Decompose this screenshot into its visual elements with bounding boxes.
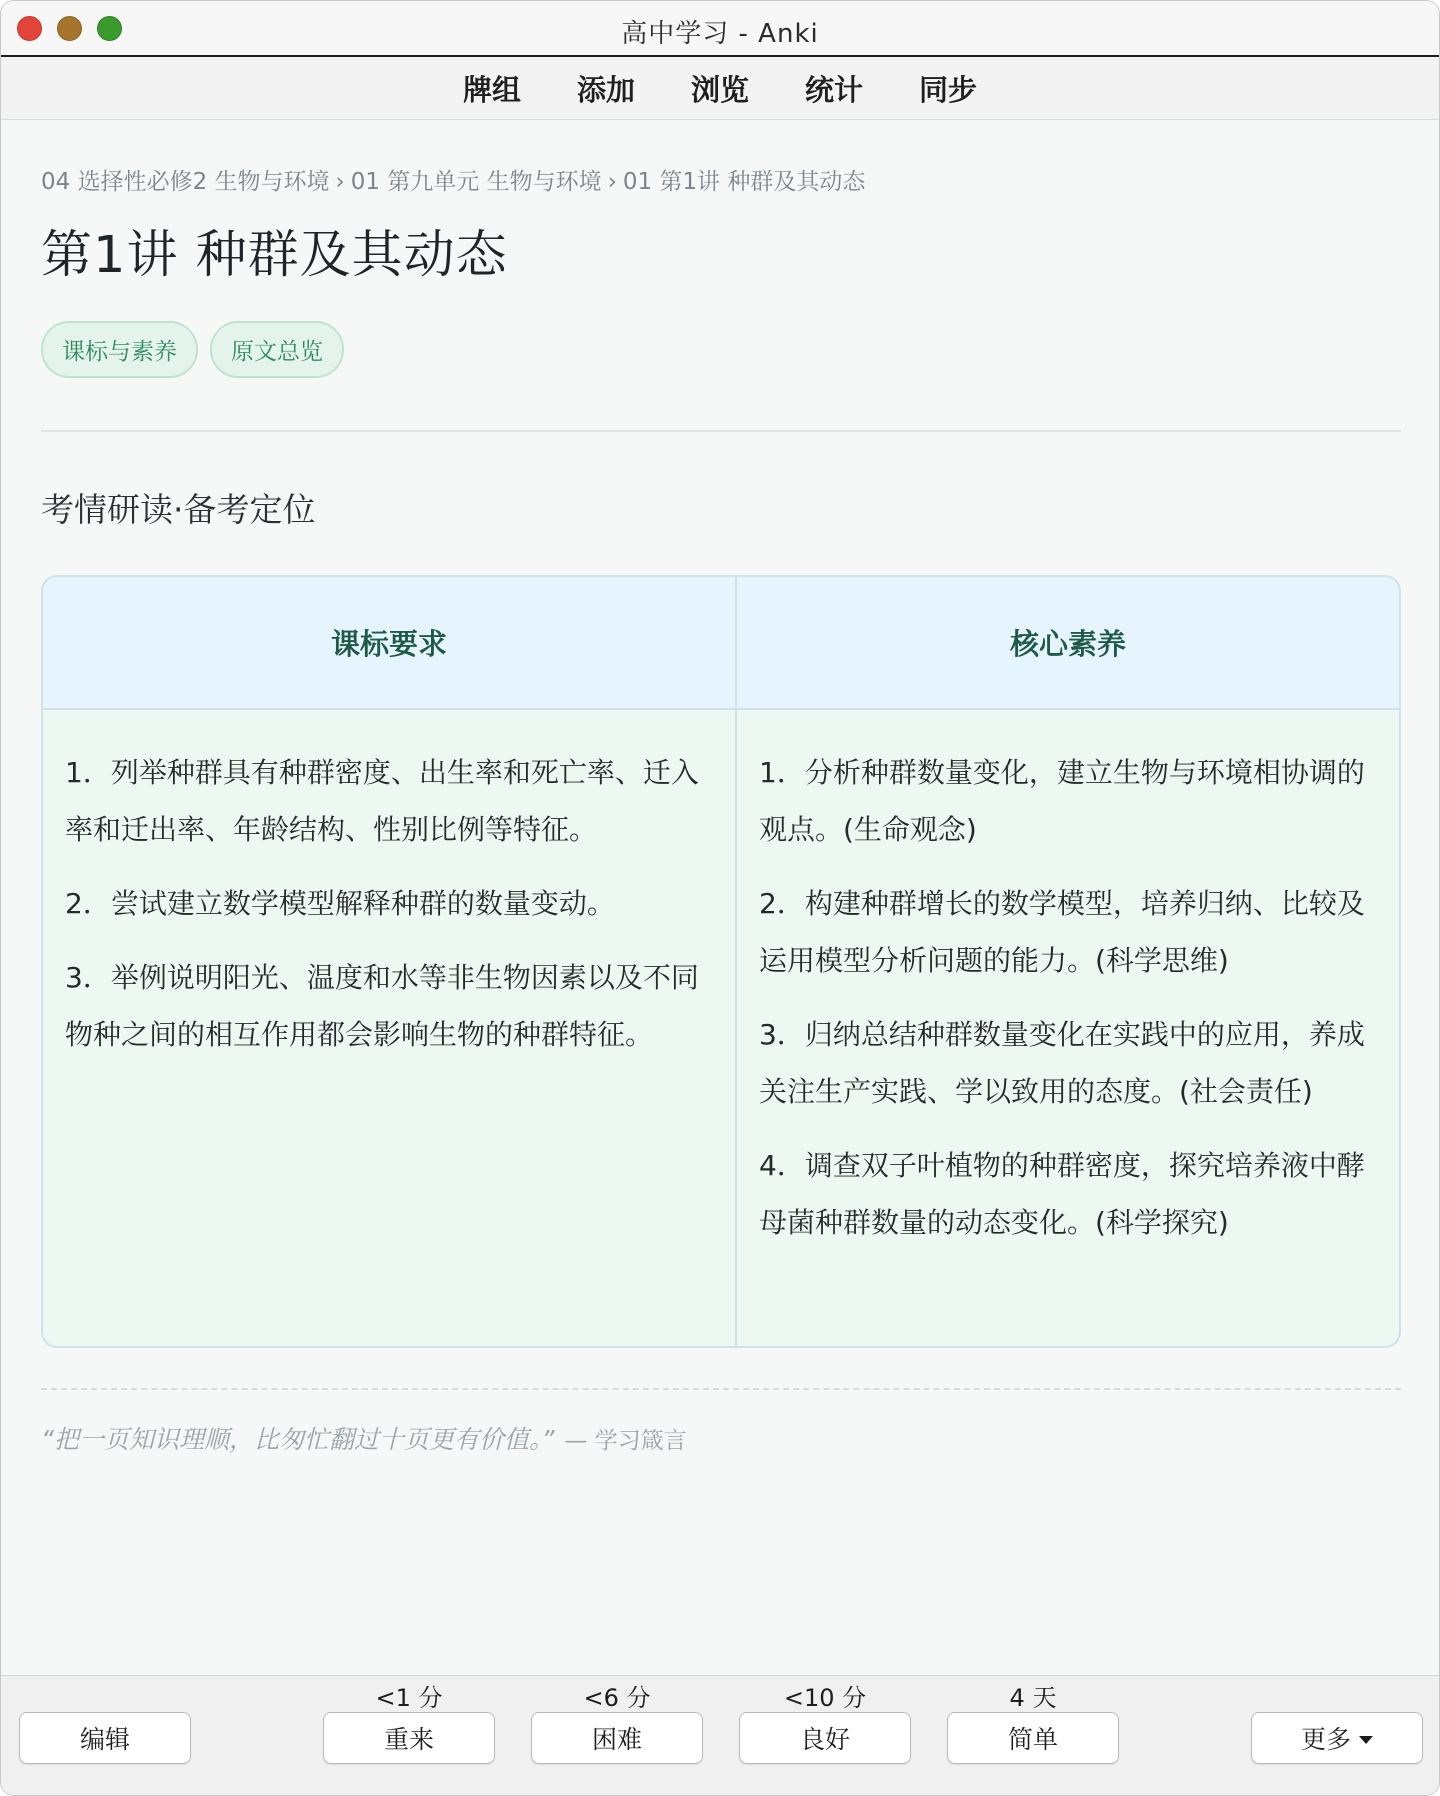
main-toolbar	[1, 58, 1439, 120]
list-item: 2．构建种群增长的数学模型，培养归纳、比较及运用模型分析问题的能力。(科学思维)	[759, 887, 1365, 977]
window-title: 高中学习 - Anki	[621, 19, 819, 49]
table-header	[43, 577, 1399, 710]
list-item: 2．尝试建立数学模型解释种群的数量变动。	[65, 887, 615, 920]
breadcrumb-item: 04 选择性必修2 生物与环境	[41, 169, 330, 195]
quote-source: — 学习箴言	[564, 1428, 687, 1454]
quote	[41, 1420, 1401, 1456]
more-button[interactable]	[1251, 1712, 1423, 1764]
due-good: <10 分	[783, 1684, 867, 1712]
list-item: 1．分析种群数量变化，建立生物与环境相协调的观点。(生命观念)	[759, 756, 1365, 846]
card-content	[41, 121, 1401, 1456]
good-button[interactable]: 良好	[739, 1712, 911, 1764]
due-again: <1 分	[375, 1684, 443, 1712]
breadcrumb-separator: ›	[335, 169, 345, 195]
edit-button[interactable]: 编辑	[19, 1712, 191, 1764]
breadcrumb-item: 01 第九单元 生物与环境	[350, 169, 602, 195]
chevron-down-icon	[1359, 1736, 1373, 1744]
chip-curriculum[interactable]: 课标与素养	[41, 321, 198, 378]
toolbar-decks[interactable]: 牌组	[462, 73, 521, 107]
breadcrumb	[41, 163, 1401, 193]
dashed-divider	[41, 1388, 1401, 1390]
quote-text: “把一页知识理顺，比匆忙翻过十页更有价值。”	[41, 1425, 555, 1454]
requirements-table	[41, 575, 1401, 1348]
more-label: 更多	[1300, 1725, 1351, 1754]
answer-bar	[1, 1675, 1439, 1795]
section-title: 考情研读·备考定位	[41, 490, 316, 529]
due-hard: <6 分	[583, 1684, 651, 1712]
toolbar-stats[interactable]: 统计	[805, 73, 864, 107]
chip-overview[interactable]: 原文总览	[210, 321, 344, 378]
easy-button[interactable]: 简单	[947, 1712, 1119, 1764]
tag-chips	[41, 321, 1401, 378]
curriculum-column	[43, 710, 737, 1346]
toolbar-sync[interactable]: 同步	[919, 73, 978, 107]
divider	[41, 430, 1401, 432]
page-title: 第1讲 种群及其动态	[41, 226, 508, 285]
toolbar-add[interactable]: 添加	[576, 73, 635, 107]
again-button[interactable]: 重来	[323, 1712, 495, 1764]
table-body	[43, 710, 1399, 1346]
hard-button[interactable]: 困难	[531, 1712, 703, 1764]
header-curriculum: 课标要求	[43, 577, 737, 708]
breadcrumb-item: 01 第1讲 种群及其动态	[622, 169, 866, 195]
list-item: 1．列举种群具有种群密度、出生率和死亡率、迁入率和迁出率、年龄结构、性别比例等特征。	[65, 756, 699, 846]
due-easy: 4 天	[1009, 1684, 1057, 1712]
breadcrumb-separator: ›	[607, 169, 617, 195]
list-item: 4．调查双子叶植物的种群密度，探究培养液中酵母菌种群数量的动态变化。(科学探究)	[759, 1149, 1365, 1239]
list-item: 3．归纳总结种群数量变化在实践中的应用，养成关注生产实践、学以致用的态度。(社会责任)	[759, 1018, 1365, 1108]
competency-column	[737, 710, 1399, 1346]
title-bar	[1, 1, 1439, 57]
header-core-competency: 核心素养	[1009, 627, 1126, 661]
list-item: 3．举例说明阳光、温度和水等非生物因素以及不同物种之间的相互作用都会影响生物的种群特征。	[65, 961, 699, 1051]
toolbar-browse[interactable]: 浏览	[690, 73, 749, 107]
